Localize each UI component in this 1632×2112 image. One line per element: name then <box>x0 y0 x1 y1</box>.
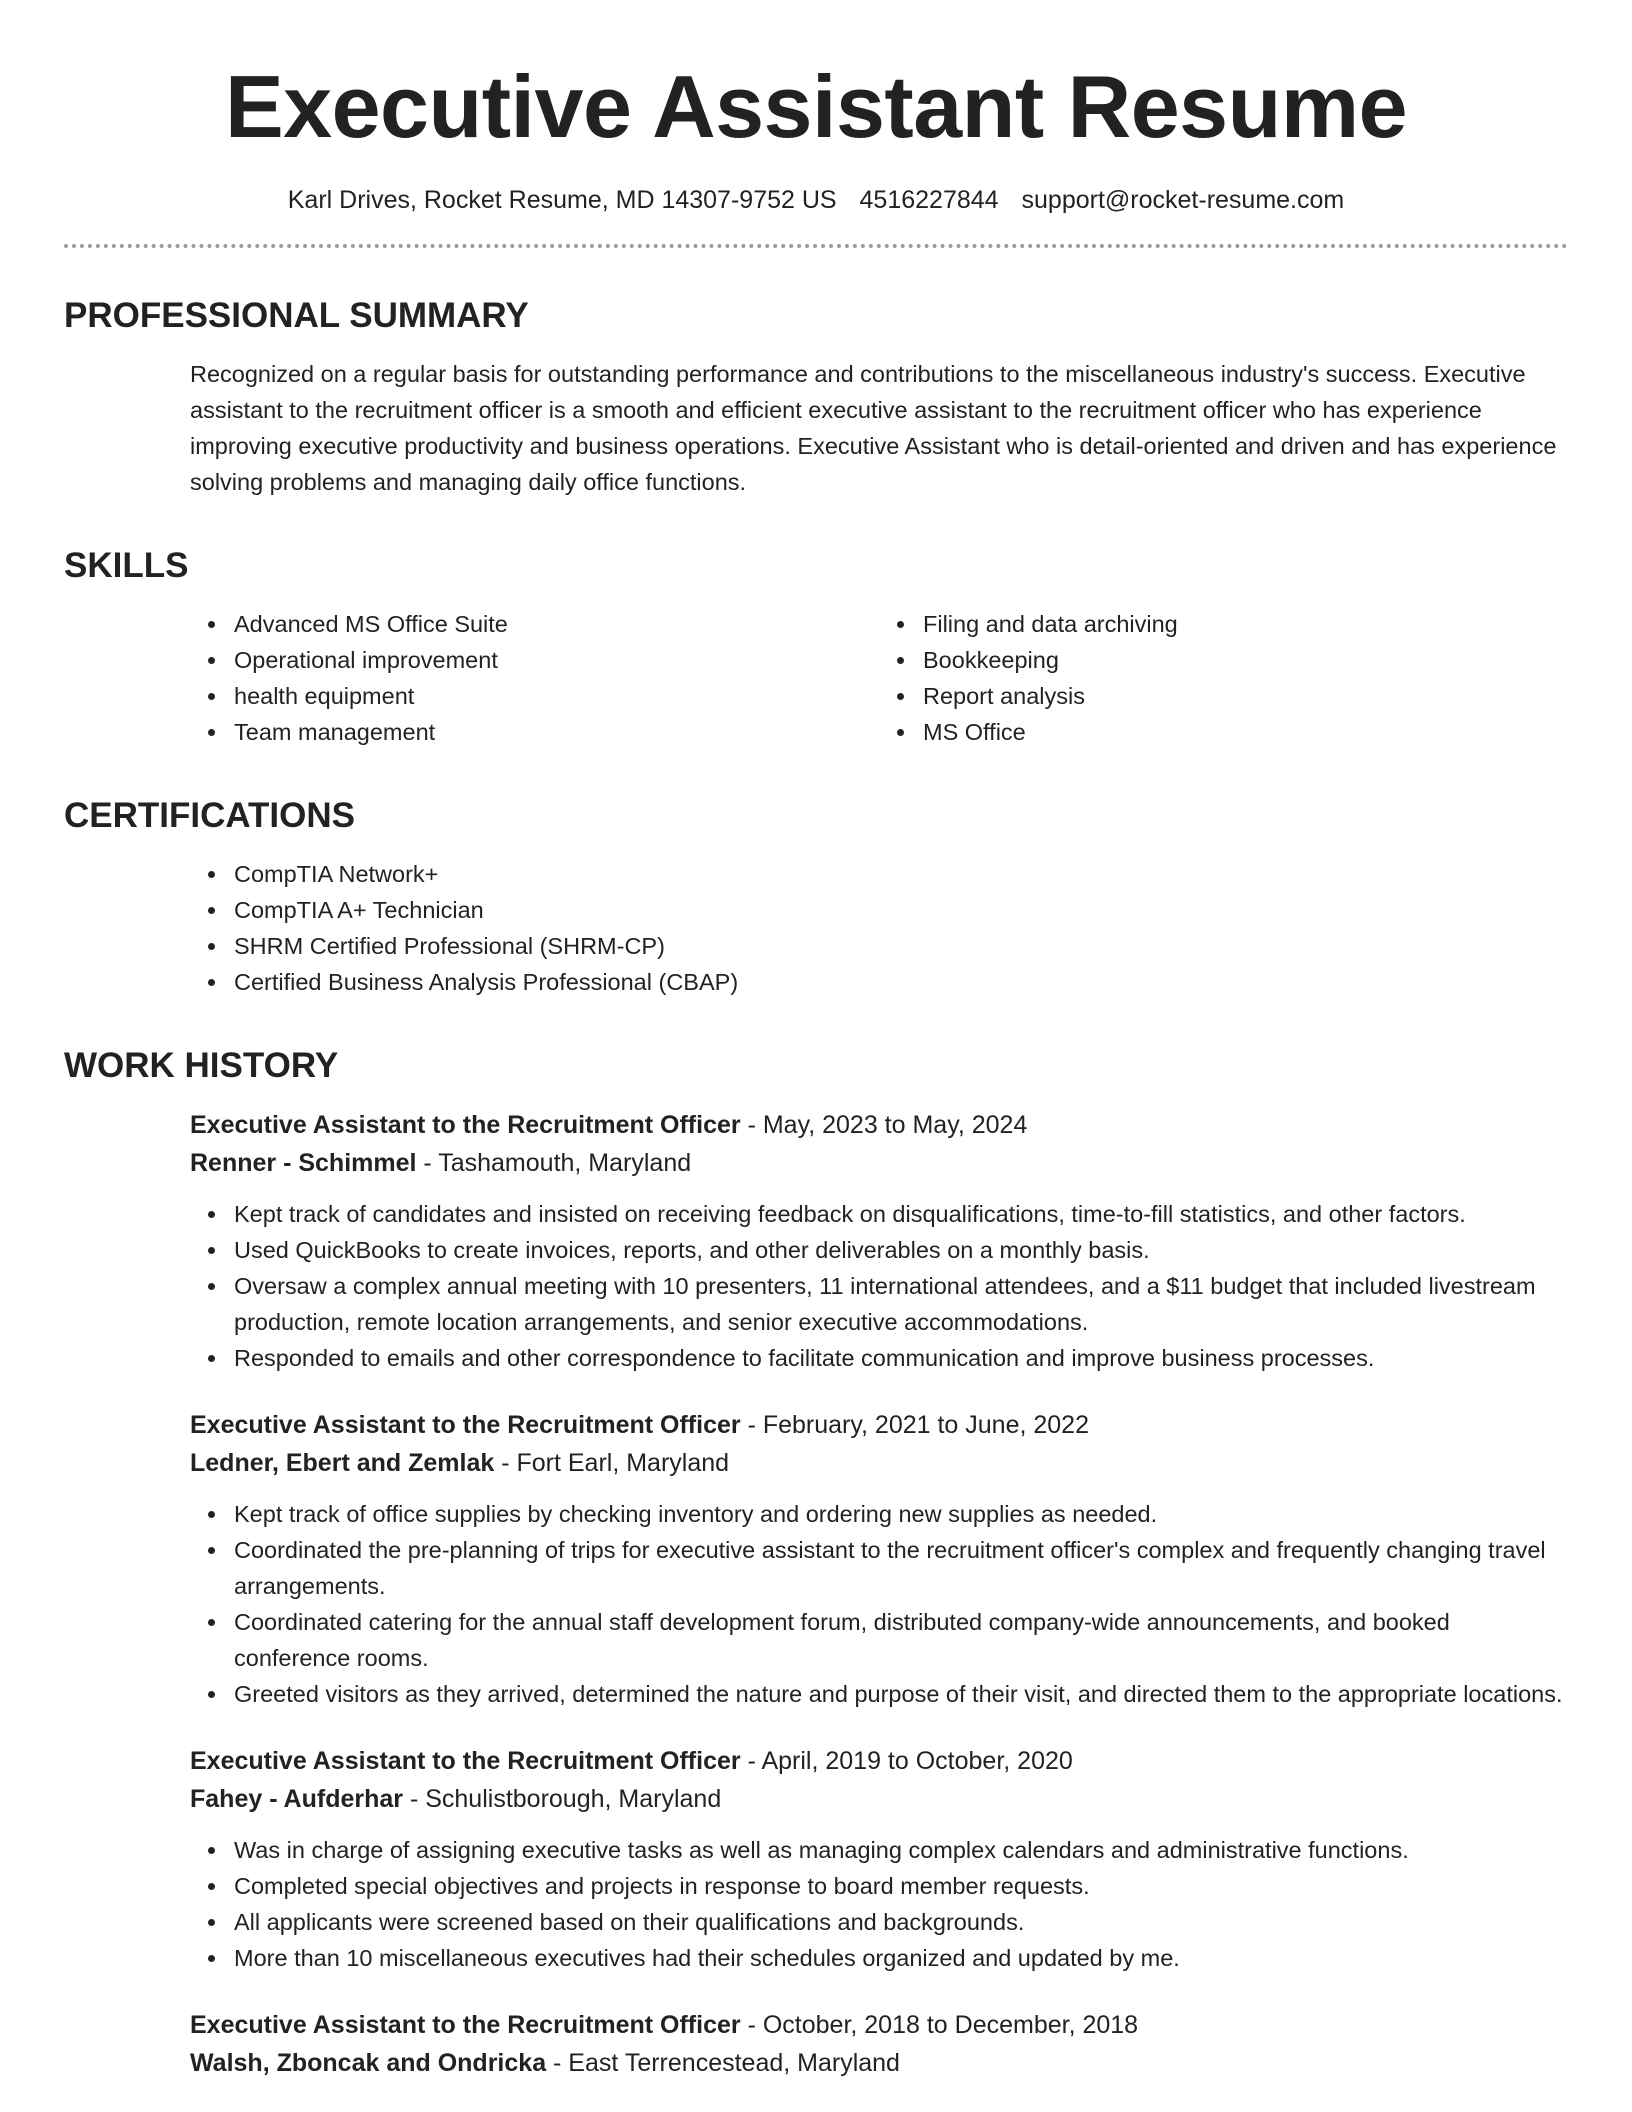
skills-left-list <box>190 606 879 750</box>
job-company: Fahey - Aufderhar <box>190 1785 404 1813</box>
job-location: - Fort Earl, Maryland <box>494 1449 730 1477</box>
certifications-section <box>64 794 1568 1000</box>
job-dates: - May, 2023 to May, 2024 <box>740 1111 1028 1139</box>
job-title-line <box>190 1742 1568 1780</box>
skill-item: Bookkeeping <box>923 642 1568 678</box>
skills-heading: SKILLS <box>64 546 189 585</box>
job-entry <box>190 1406 1568 1712</box>
skill-item: Filing and data archiving <box>923 606 1568 642</box>
job-role: Executive Assistant to the Recruitment Officer <box>190 2011 741 2039</box>
job-location: - Tashamouth, Maryland <box>416 1149 692 1177</box>
resume-title: Executive Assistant Resume <box>224 57 1408 156</box>
job-company-line <box>190 1780 1568 1818</box>
job-dates: - April, 2019 to October, 2020 <box>740 1747 1073 1775</box>
skill-item: Report analysis <box>923 678 1568 714</box>
job-company: Ledner, Ebert and Zemlak <box>190 1449 495 1477</box>
job-dates: - October, 2018 to December, 2018 <box>740 2011 1139 2039</box>
skill-item: health equipment <box>234 678 879 714</box>
job-bullet: Coordinated catering for the annual staff development forum, distributed company-wide announcements, and booked conference rooms. <box>234 1604 1568 1676</box>
skill-item: Advanced MS Office Suite <box>234 606 879 642</box>
certification-item: SHRM Certified Professional (SHRM-CP) <box>234 928 1568 964</box>
summary-heading: PROFESSIONAL SUMMARY <box>64 296 529 335</box>
job-bullet: Completed special objectives and projects in response to board member requests. <box>234 1868 1568 1904</box>
job-bullet: Kept track of candidates and insisted on receiving feedback on disqualifications, time-to-fill statistics, and other factors. <box>234 1196 1568 1232</box>
email: support@rocket-resume.com <box>1021 186 1345 214</box>
job-bullet: Kept track of office supplies by checking inventory and ordering new supplies as needed. <box>234 1496 1568 1532</box>
job-bullet: All applicants were screened based on their qualifications and backgrounds. <box>234 1904 1568 1940</box>
job-company-line <box>190 1144 1568 1182</box>
job-bullet: Oversaw a complex annual meeting with 10 presenters, 11 international attendees, and a $11 budget that included livestream production, remote location arrangements, and senior executive accommodations. <box>234 1268 1568 1340</box>
job-location: - Schulistborough, Maryland <box>403 1785 722 1813</box>
job-company: Renner - Schimmel <box>190 1149 417 1177</box>
job-bullets <box>190 1196 1568 1376</box>
job-bullet: More than 10 miscellaneous executives had their schedules organized and updated by me. <box>234 1940 1568 1976</box>
job-bullet: Coordinated the pre-planning of trips for executive assistant to the recruitment officer's complex and frequently changing travel arrangements. <box>234 1532 1568 1604</box>
work-history-section <box>64 1044 1568 2082</box>
job-role: Executive Assistant to the Recruitment Officer <box>190 1747 741 1775</box>
job-bullets <box>190 1832 1568 1976</box>
address: Karl Drives, Rocket Resume, MD 14307-9752 US <box>287 186 837 214</box>
job-role: Executive Assistant to the Recruitment Officer <box>190 1411 741 1439</box>
certifications-list <box>190 856 1568 1000</box>
job-role: Executive Assistant to the Recruitment Officer <box>190 1111 741 1139</box>
job-company: Walsh, Zboncak and Ondricka <box>190 2049 547 2077</box>
certification-item: Certified Business Analysis Professional (CBAP) <box>234 964 1568 1000</box>
summary-section <box>64 294 1568 500</box>
certifications-heading: CERTIFICATIONS <box>64 796 356 835</box>
skills-right-list <box>879 606 1568 750</box>
certification-item: CompTIA A+ Technician <box>234 892 1568 928</box>
job-bullet: Used QuickBooks to create invoices, reports, and other deliverables on a monthly basis. <box>234 1232 1568 1268</box>
summary-text: Recognized on a regular basis for outstanding performance and contributions to the miscellaneous industry's success. Executive assistant to the recruitment officer is a smooth and efficient executive assistant to the recruitment officer who has experience improving executive productivity and business operations. Executive Assistant who is detail-oriented and driven and has experience solving problems and managing daily office functions. <box>190 361 1557 495</box>
job-bullet: Was in charge of assigning executive tasks as well as managing complex calendars and administrative functions. <box>234 1832 1568 1868</box>
contact-line <box>64 182 1568 218</box>
job-title-line <box>190 1106 1568 1144</box>
skill-item: Team management <box>234 714 879 750</box>
job-location: - East Terrencestead, Maryland <box>546 2049 900 2077</box>
job-company-line <box>190 2044 1568 2082</box>
job-title-line <box>190 1406 1568 1444</box>
work-history-heading: WORK HISTORY <box>64 1046 339 1085</box>
phone: 4516227844 <box>859 186 999 214</box>
certification-item: CompTIA Network+ <box>234 856 1568 892</box>
job-entry <box>190 1106 1568 1376</box>
job-title-line <box>190 2006 1568 2044</box>
job-dates: - February, 2021 to June, 2022 <box>740 1411 1089 1439</box>
job-entry <box>190 2006 1568 2082</box>
skill-item: MS Office <box>923 714 1568 750</box>
skills-section <box>64 544 1568 750</box>
job-bullet: Greeted visitors as they arrived, determined the nature and purpose of their visit, and directed them to the appropriate locations. <box>234 1676 1568 1712</box>
job-bullet: Responded to emails and other correspondence to facilitate communication and improve business processes. <box>234 1340 1568 1376</box>
job-company-line <box>190 1444 1568 1482</box>
job-bullets <box>190 1496 1568 1712</box>
header-divider <box>64 244 1568 248</box>
job-entry <box>190 1742 1568 1976</box>
resume-page <box>64 0 1568 2112</box>
skill-item: Operational improvement <box>234 642 879 678</box>
